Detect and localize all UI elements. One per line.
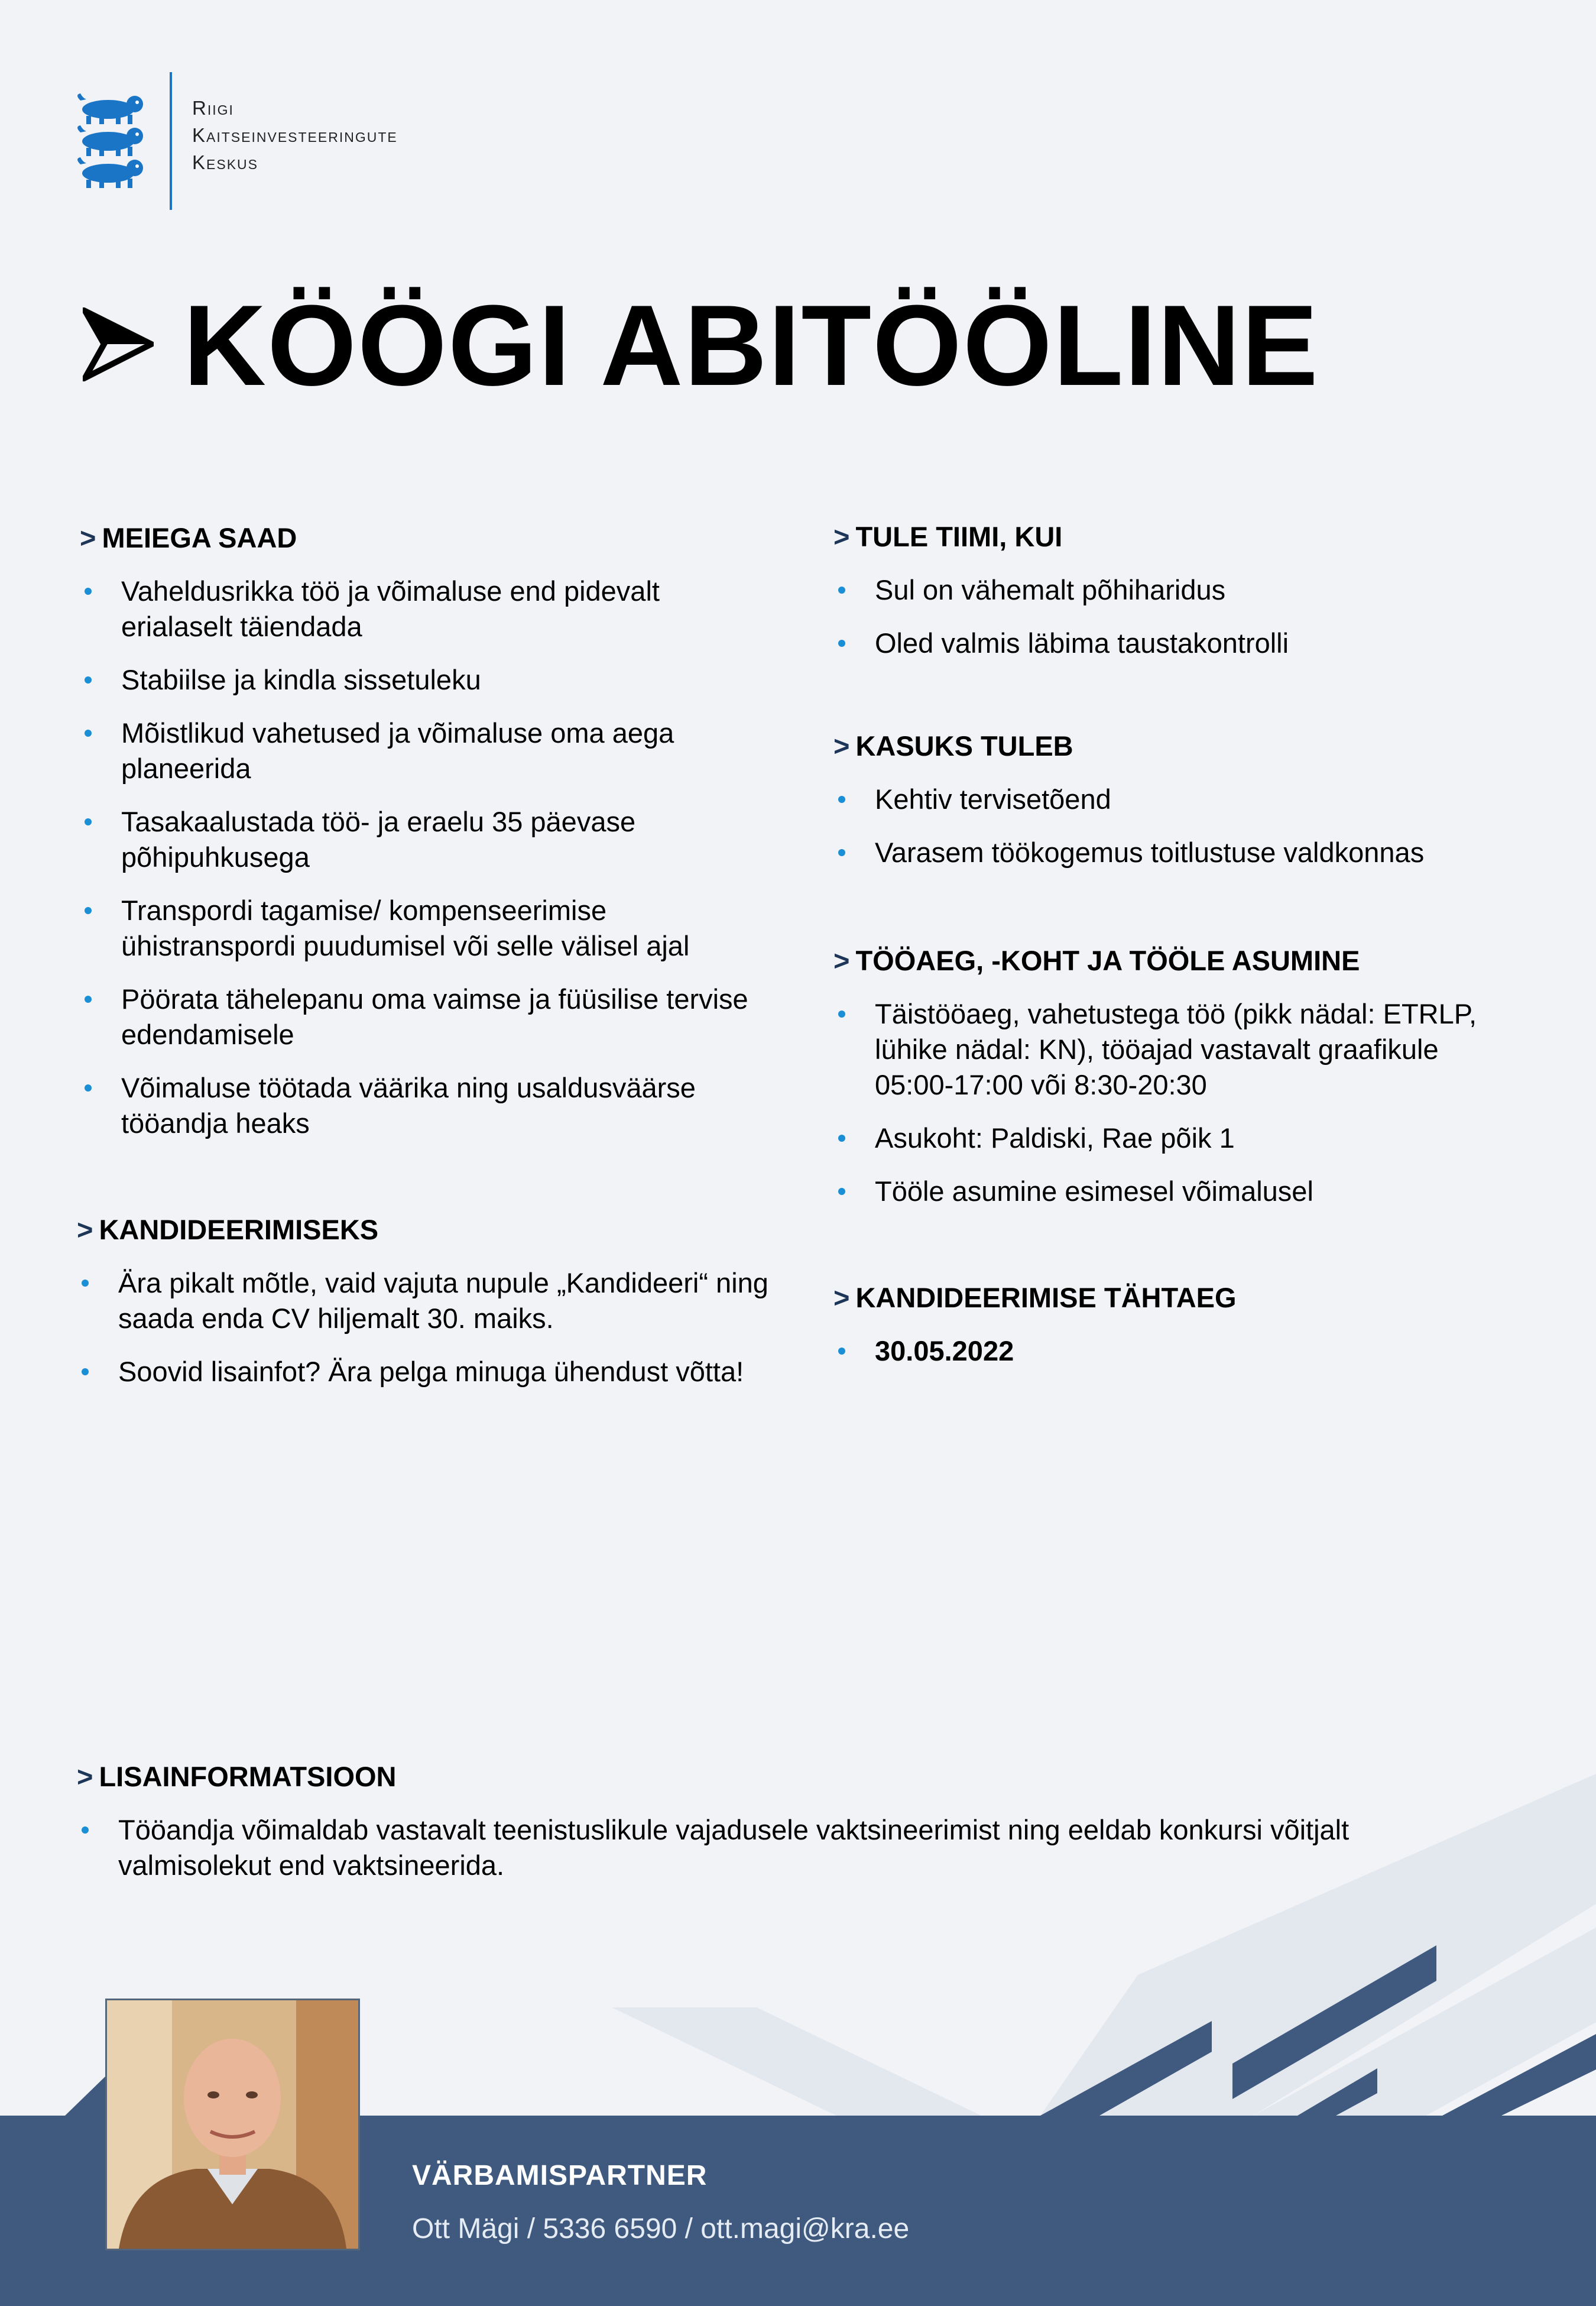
chevron-right-icon: > (833, 1282, 850, 1313)
section-kandideerimiseks (77, 1212, 771, 1407)
list-item: Mõistlikud vahetused ja võimaluse oma aega planeerida (80, 715, 771, 786)
section-heading (833, 943, 1484, 979)
list-item: Tööle asumine esimesel võimalusel (833, 1174, 1484, 1209)
recruiter-portrait (107, 2000, 358, 2249)
section-heading (77, 1759, 1466, 1795)
recruiter-photo (105, 1999, 360, 2250)
list-item: Tööandja võimaldab vastavalt teenistuslikule vajadusele vaktsineerimist ning eeldab konkursi võitjalt valmisolekut end vaktsineerida. (77, 1812, 1466, 1883)
section-heading (80, 520, 771, 556)
list-item: Sul on vähemalt põhiharidus (833, 572, 1543, 608)
chevron-right-icon: > (833, 730, 850, 762)
list-item: Võimaluse töötada väärika ning usaldusväärse tööandja heaks (80, 1070, 771, 1141)
heading-text: KANDIDEERIMISEKS (99, 1214, 379, 1245)
heading-text: MEIEGA SAAD (102, 522, 297, 553)
list-item: Varasem töökogemus toitlustuse valdkonnas (833, 835, 1543, 870)
list-item: Asukoht: Paldiski, Rae põik 1 (833, 1120, 1484, 1156)
list-item: Ära pikalt mõtle, vaid vajuta nupule „Kandideeri“ ning saada enda CV hiljemalt 30. maiks. (77, 1265, 771, 1336)
logo-divider (170, 72, 172, 210)
apply-list (77, 1265, 771, 1390)
list-item: Pöörata tähelepanu oma vaimse ja füüsilise tervise edendamisele (80, 982, 771, 1052)
worktime-list (833, 996, 1484, 1209)
list-item: Oled valmis läbima taustakontrolli (833, 626, 1543, 661)
heading-text: KASUKS TULEB (855, 730, 1073, 762)
recruiter-contact: Ott Mägi / 5336 6590 / ott.magi@kra.ee (412, 2213, 910, 2245)
section-heading (833, 519, 1543, 555)
org-name-line-1: Riigi (192, 97, 234, 119)
section-kasuks-tuleb (833, 728, 1543, 888)
advantages-list (833, 782, 1543, 870)
heading-text: KANDIDEERIMISE TÄHTAEG (855, 1282, 1237, 1313)
section-tule-tiimi (833, 519, 1543, 679)
list-item: Soovid lisainfot? Ära pelga minuga ühendust võtta! (77, 1354, 771, 1390)
additional-info-list (77, 1812, 1466, 1883)
list-item: Tasakaalustada töö- ja eraelu 35 päevase põhipuhkusega (80, 804, 771, 875)
heading-text: TÖÖAEG, -KOHT JA TÖÖLE ASUMINE (855, 945, 1360, 976)
chevron-right-icon: > (833, 521, 850, 552)
list-item: Vaheldusrikka töö ja võimaluse end pidevalt erialaselt täiendada (80, 574, 771, 644)
section-meiega-saad (80, 520, 771, 1159)
org-name-line-2: Kaitseinvesteeringute (192, 124, 398, 146)
list-item: Transpordi tagamise/ kompenseerimise ühistranspordi puudumisel või selle välisel ajal (80, 893, 771, 964)
list-item: Kehtiv tervisetõend (833, 782, 1543, 817)
chevron-right-icon: > (80, 522, 96, 553)
chevron-right-icon: > (77, 1214, 93, 1245)
deadline-list (833, 1333, 1543, 1369)
deadline-date: 30.05.2022 (833, 1333, 1543, 1369)
job-title: KÖÖGI ABITÖÖLINE (183, 281, 1319, 410)
list-item: Stabiilse ja kindla sissetuleku (80, 662, 771, 698)
org-name-line-3: Keskus (192, 151, 258, 173)
chevron-right-icon: > (77, 1761, 93, 1792)
section-tooaeg (833, 943, 1484, 1227)
requirements-list (833, 572, 1543, 661)
org-name (192, 95, 398, 176)
section-heading (77, 1212, 771, 1248)
section-tahtaeg (833, 1280, 1543, 1387)
benefits-list (80, 574, 771, 1141)
arrow-icon (83, 307, 154, 381)
heading-text: TULE TIIMI, KUI (855, 521, 1063, 552)
coat-of-arms-logo (76, 93, 148, 189)
recruiter-label: VÄRBAMISPARTNER (412, 2160, 708, 2191)
section-lisainformatsioon (77, 1759, 1466, 1901)
heading-text: LISAINFORMATSIOON (99, 1761, 397, 1792)
chevron-right-icon: > (833, 945, 850, 976)
section-heading (833, 728, 1543, 764)
section-heading (833, 1280, 1543, 1316)
list-item: Täistööaeg, vahetustega töö (pikk nädal: ETRLP, lühike nädal: KN), tööajad vastavalt graafikule 05:00-17:00 või 8:30-20:30 (833, 996, 1484, 1103)
